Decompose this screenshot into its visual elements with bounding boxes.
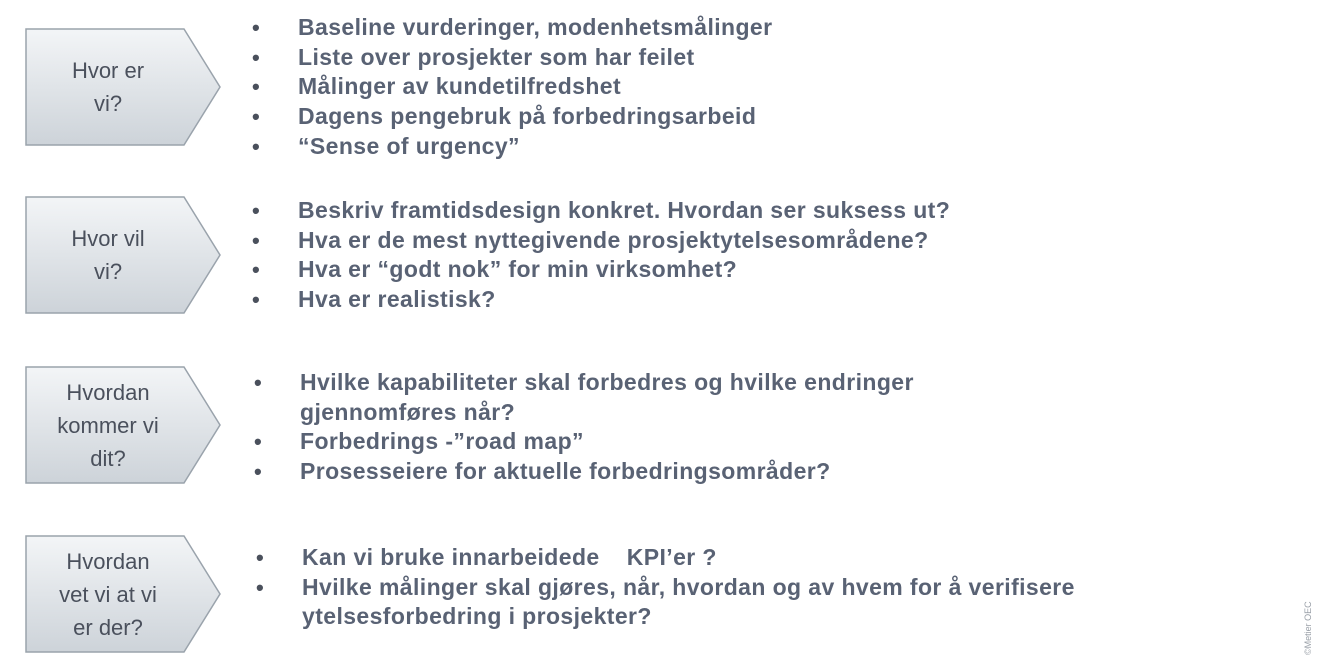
chevron-label-2: Hvor vil vi? bbox=[71, 226, 145, 284]
bullet-list-3 bbox=[254, 368, 1044, 487]
bullet-item: • Hvilke målinger skal gjøres, når, hvordan og av hvem for å verifisere ytelsesforbedring i prosjekter? bbox=[256, 573, 1096, 632]
bullet-item: • Dagens pengebruk på forbedringsarbeid bbox=[252, 102, 1052, 132]
chevron-label-1: Hvor er vi? bbox=[71, 58, 145, 116]
chevron-step-2 bbox=[24, 195, 224, 315]
bullet-list-4 bbox=[256, 543, 1096, 632]
chevron-label-3: Hvordan kommer vi dit? bbox=[57, 379, 159, 471]
bullet-item: • Hva er “godt nok” for min virksomhet? bbox=[252, 255, 1152, 285]
bullet-list-2 bbox=[252, 196, 1152, 315]
bullet-item: • Kan vi bruke innarbeidede KPI’er ? bbox=[256, 543, 1096, 573]
bullet-item: • “Sense of urgency” bbox=[252, 132, 1052, 162]
bullet-item: • Forbedrings -”road map” bbox=[254, 427, 1044, 457]
chevron-step-4 bbox=[24, 534, 224, 654]
bullet-item: • Hva er de mest nyttegivende prosjektytelsesområdene? bbox=[252, 226, 1152, 256]
bullet-item: • Liste over prosjekter som har feilet bbox=[252, 43, 1052, 73]
bullet-item: • Målinger av kundetilfredshet bbox=[252, 72, 1052, 102]
bullet-item: • Prosesseiere for aktuelle forbedringsområder? bbox=[254, 457, 1044, 487]
copyright-note: ©Metier OEC bbox=[1303, 601, 1313, 655]
bullet-list-1 bbox=[252, 13, 1052, 162]
bullet-item: • Beskriv framtidsdesign konkret. Hvordan ser suksess ut? bbox=[252, 196, 1152, 226]
chevron-label-4: Hvordan vet vi at vi er der? bbox=[59, 548, 157, 640]
chevron-step-3 bbox=[24, 365, 224, 485]
bullet-item: • Baseline vurderinger, modenhetsmålinger bbox=[252, 13, 1052, 43]
bullet-item: • Hvilke kapabiliteter skal forbedres og hvilke endringer gjennomføres når? bbox=[254, 368, 1044, 427]
bullet-item: • Hva er realistisk? bbox=[252, 285, 1152, 315]
chevron-step-1 bbox=[24, 27, 224, 147]
